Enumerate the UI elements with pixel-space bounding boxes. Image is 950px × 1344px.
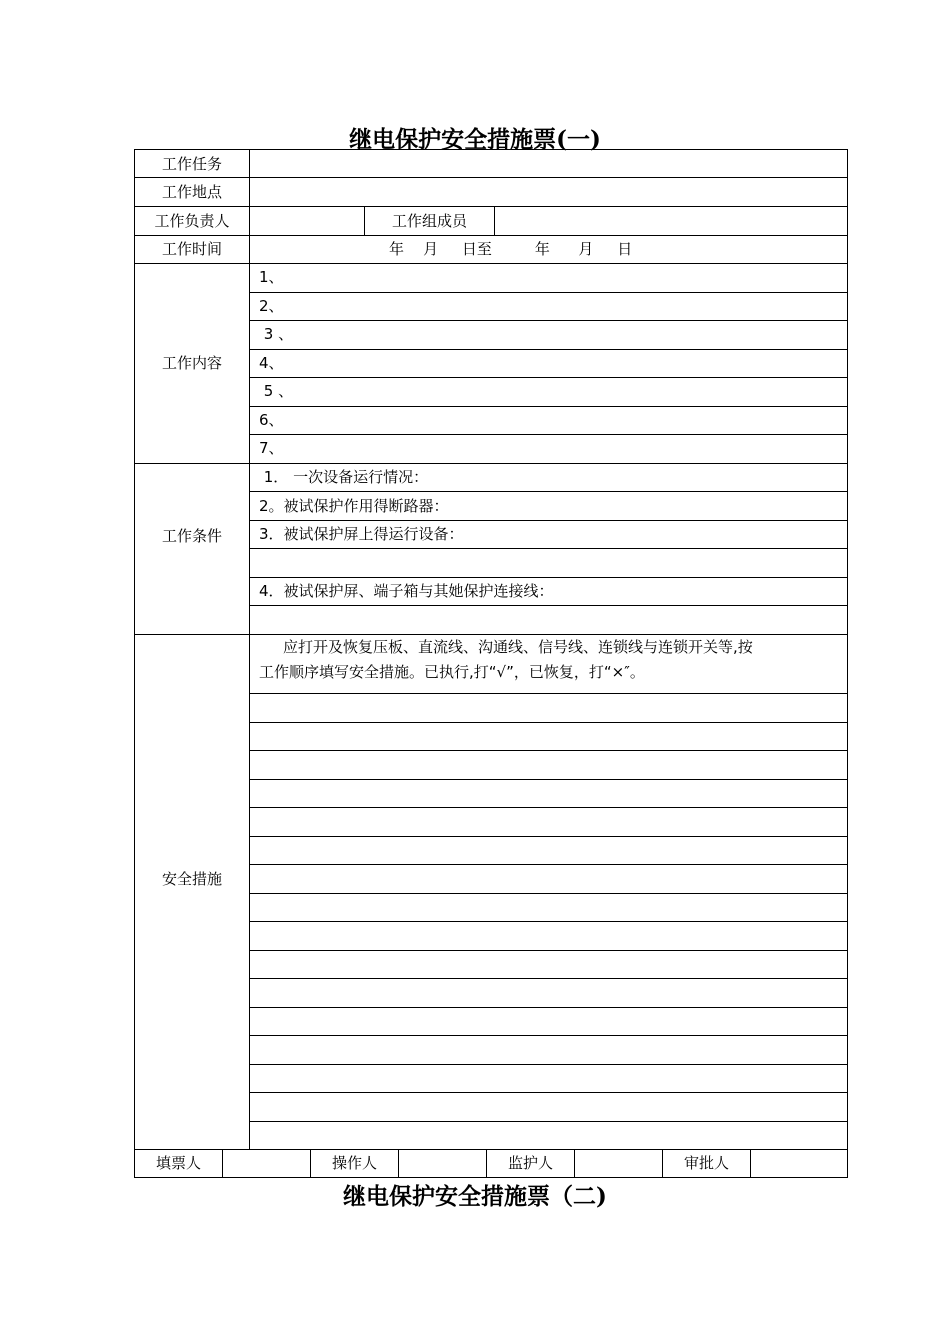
work-leader-label: 工作负责人 [154,212,230,230]
safety-measure-line[interactable] [250,1121,847,1122]
condition-item[interactable]: 4．被试保护屏、端子箱与其她保护连接线： [259,582,554,600]
work-content-item[interactable]: 1、 [259,268,284,286]
safety-measure-line[interactable] [250,750,847,751]
safety-measure-line[interactable] [250,893,847,894]
guardian-field[interactable] [575,1150,662,1177]
work-time-value: 年 月 日至 年 月 日 [389,240,633,258]
filler-field[interactable] [223,1150,310,1177]
safety-measure-line[interactable] [250,864,847,865]
safety-measure-line[interactable] [250,1064,847,1065]
work-content-item[interactable]: 5 、 [259,382,294,400]
safety-measures-form [134,149,848,1178]
work-content-item[interactable]: 2、 [259,297,284,315]
work-content-item[interactable]: 6、 [259,411,284,429]
work-task-label: 工作任务 [161,155,222,173]
safety-instruction-line: 应打开及恢复压板、直流线、沟通线、信号线、连锁线与连锁开关等,按 [283,638,753,656]
condition-item[interactable]: 3．被试保护屏上得运行设备： [259,525,464,543]
work-conditions-label: 工作条件 [161,527,222,545]
safety-measure-line[interactable] [250,807,847,808]
safety-measure-line[interactable] [250,950,847,951]
approver-field[interactable] [751,1150,847,1177]
work-content-item[interactable]: 3 、 [259,325,294,343]
work-members-label: 工作组成员 [391,212,467,230]
safety-measure-line[interactable] [250,722,847,723]
approver-label: 审批人 [683,1154,729,1172]
safety-instruction-line: 工作顺序填写安全措施。已执行,打“√”，已恢复，打“×″。 [259,663,645,681]
safety-measure-line[interactable] [250,978,847,979]
work-location-label: 工作地点 [161,183,222,201]
guardian-label: 监护人 [507,1154,553,1172]
work-time-label: 工作时间 [161,240,222,258]
work-leader-field[interactable] [250,207,364,235]
form-title-second: 继电保护安全措施票（二) [343,1183,607,1210]
safety-measure-line[interactable] [250,1007,847,1008]
work-content-item[interactable]: 4、 [259,354,284,372]
work-content-item[interactable]: 7、 [259,439,284,457]
safety-measure-line[interactable] [250,1035,847,1036]
work-content-label: 工作内容 [161,354,222,372]
operator-field[interactable] [399,1150,486,1177]
safety-measure-line[interactable] [250,1092,847,1093]
operator-label: 操作人 [331,1154,377,1172]
work-task-field[interactable] [250,150,847,177]
form-title: 继电保护安全措施票(一) [349,126,601,153]
work-members-field[interactable] [495,207,847,235]
safety-measure-line[interactable] [250,779,847,780]
condition-item[interactable]: 1． 一次设备运行情况： [259,468,429,486]
safety-measure-line[interactable] [250,921,847,922]
filler-label: 填票人 [155,1154,201,1172]
work-location-field[interactable] [250,178,847,206]
safety-measure-line[interactable] [250,693,847,694]
safety-measure-line[interactable] [250,836,847,837]
safety-measures-label: 安全措施 [161,870,222,888]
condition-item[interactable]: 2。被试保护作用得断路器： [259,497,449,515]
